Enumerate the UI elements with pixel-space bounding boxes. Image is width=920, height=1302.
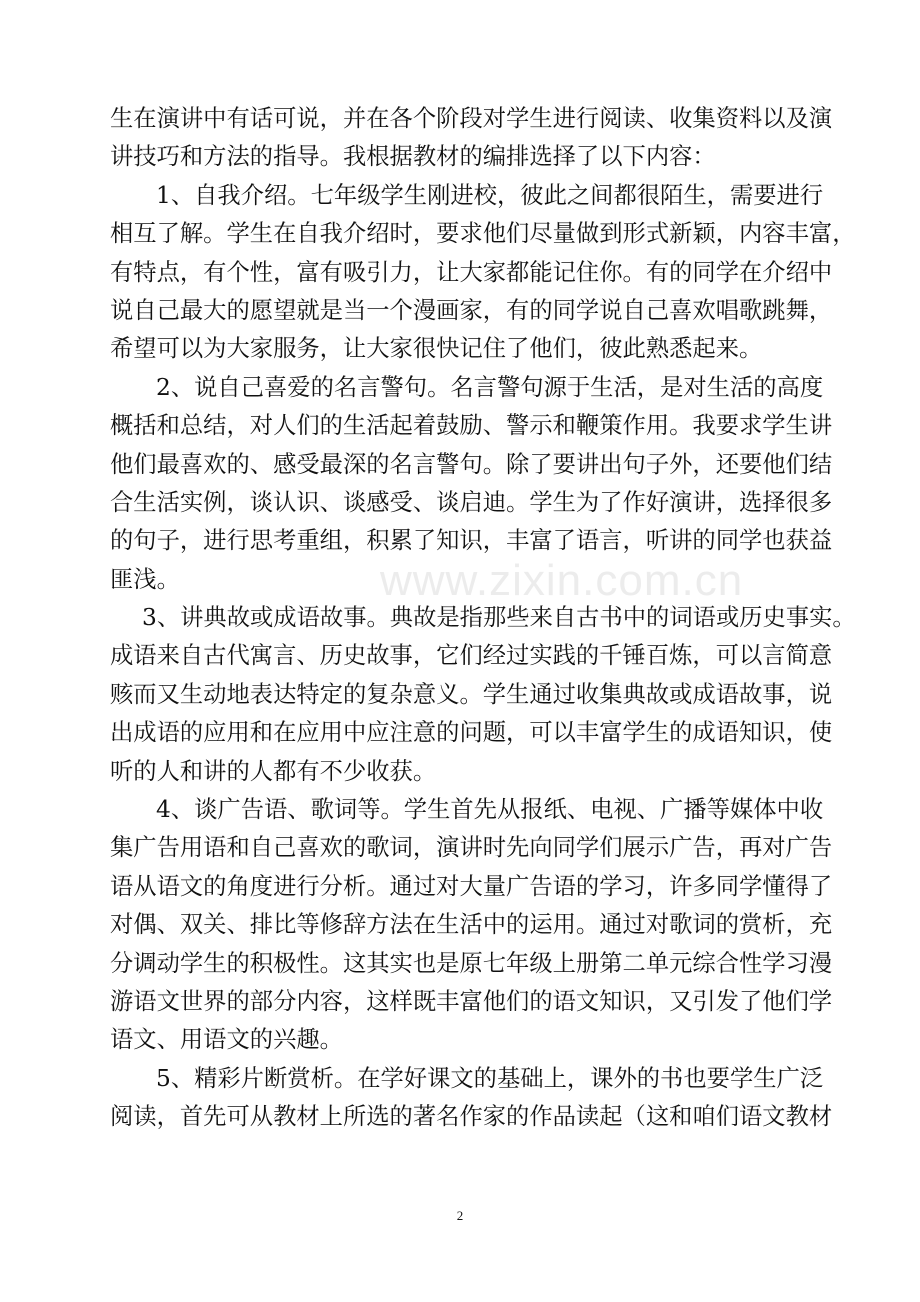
text-line: 有特点，有个性，富有吸引力，让大家都能记住你。有的同学在介绍中 [110,258,833,286]
text-line: 分调动学生的积极性。这其实也是原七年级上册第二单元综合性学习漫 [110,949,833,977]
paragraph-1-start: 1、自我介绍。七年级学生刚进校，彼此之间都很陌生，需要进行 [156,181,824,209]
paragraph-3-start: 3、讲典故或成语故事。典故是指那些来自古书中的词语或历史事实。 [142,604,856,632]
text-line: 他们最喜欢的、感受最深的名言警句。除了要讲出句子外，还要他们结 [110,450,833,478]
text-line: 希望可以为大家服务，让大家很快记住了他们，彼此熟悉起来。 [110,335,763,363]
text-line: 合生活实例，谈认识、谈感受、谈启迪。学生为了作好演讲，选择很多 [110,488,833,516]
paragraph-2-start: 2、说自己喜爱的名言警句。名言警句源于生活，是对生活的高度 [156,373,824,401]
text-line: 匪浅。 [110,565,180,593]
text-line: 讲技巧和方法的指导。我根据教材的编排选择了以下内容： [110,143,716,171]
text-line: 相互了解。学生在自我介绍时，要求他们尽量做到形式新颖，内容丰富， [110,220,856,248]
text-line: 的句子，进行思考重组，积累了知识，丰富了语言，听讲的同学也获益 [110,527,833,555]
text-line: 概括和总结，对人们的生活起着鼓励、警示和鞭策作用。我要求学生讲 [110,412,833,440]
text-line: 成语来自古代寓言、历史故事，它们经过实践的千锤百炼，可以言简意 [110,642,833,670]
text-line: 语文、用语文的兴趣。 [110,1026,343,1054]
body-text [110,100,856,1137]
text-line: 阅读，首先可从教材上所选的著名作家的作品读起（这和咱们语文教材 [110,1103,833,1131]
text-line: 语从语文的角度进行分析。通过对大量广告语的学习，许多同学懂得了 [110,872,833,900]
text-line: 生在演讲中有话可说，并在各个阶段对学生进行阅读、收集资料以及演 [110,105,833,132]
paragraph-4-start: 4、谈广告语、歌词等。学生首先从报纸、电视、广播等媒体中收 [156,796,824,824]
text-line: 对偶、双关、排比等修辞方法在生活中的运用。通过对歌词的赏析，充 [110,911,833,939]
text-line: 集广告用语和自己喜欢的歌词，演讲时先向同学们展示广告，再对广告 [110,834,833,862]
text-line: 听的人和讲的人都有不少收获。 [110,757,437,785]
watermark: www.zixin.com.cn [380,556,744,605]
page-number: 2 [456,1208,464,1223]
text-line: 赅而又生动地表达特定的复杂意义。学生通过收集典故或成语故事，说 [110,680,833,708]
text-line: 说自己最大的愿望就是当一个漫画家，有的同学说自己喜欢唱歌跳舞， [110,296,833,324]
text-line: 游语文世界的部分内容，这样既丰富他们的语文知识，又引发了他们学 [110,987,833,1015]
paragraph-5-start: 5、精彩片断赏析。在学好课文的基础上，课外的书也要学生广泛 [156,1064,824,1092]
text-line: 出成语的应用和在应用中应注意的问题，可以丰富学生的成语知识，使 [110,719,833,747]
